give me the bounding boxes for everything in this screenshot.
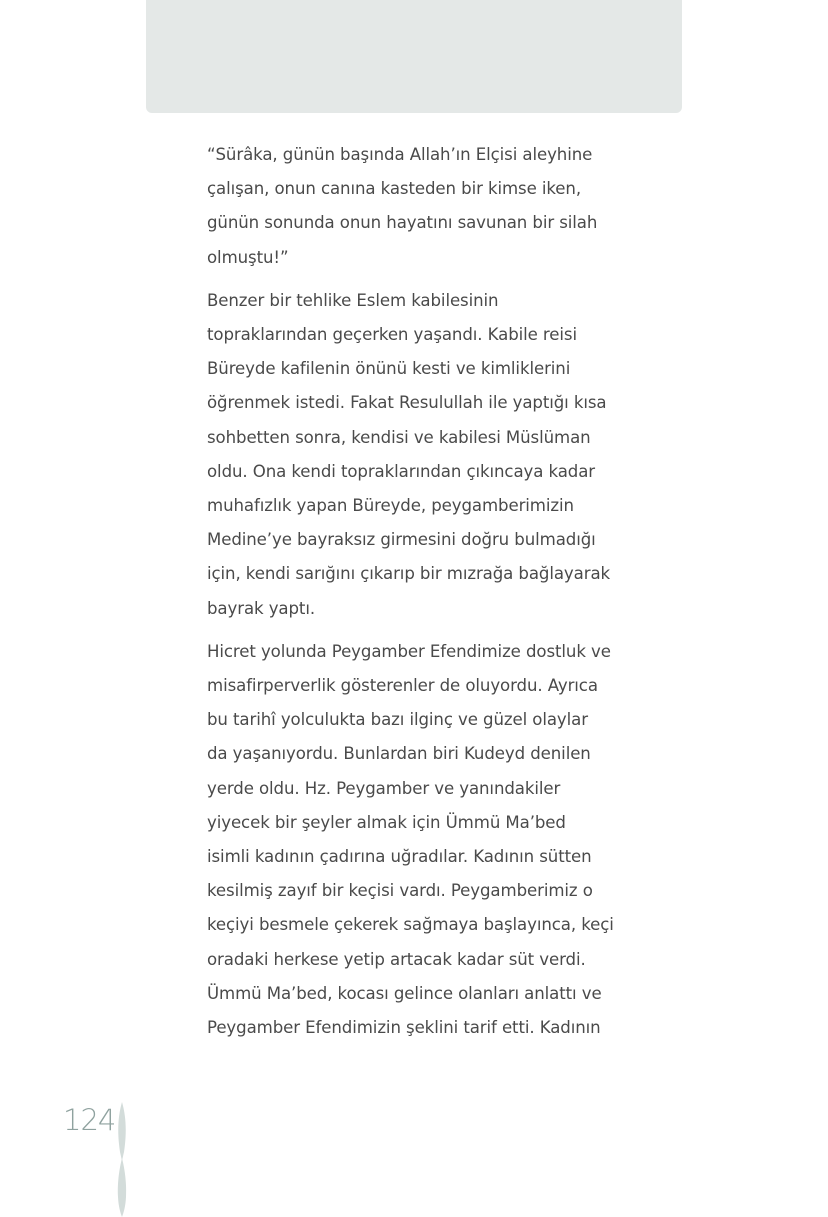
text-line: Medine’ye bayraksız girmesini doğru bulmadığı — [207, 530, 596, 550]
page-number: 124 — [63, 1103, 116, 1137]
paragraph-2 — [207, 284, 627, 626]
text-line: kesilmiş zayıf bir keçisi vardı. Peygamberimiz o — [207, 881, 593, 901]
text-line: sohbetten sonra, kendisi ve kabilesi Müslüman — [207, 427, 591, 447]
text-line: bu tarihî yolculukta bazı ilginç ve güzel olaylar — [207, 710, 588, 730]
text-line: Ümmü Ma’bed, kocası gelince olanları anlattı ve — [207, 983, 602, 1003]
text-line: Hicret yolunda Peygamber Efendimize dostluk ve — [207, 641, 611, 661]
double-leaf-ornament-icon — [114, 1102, 130, 1217]
text-line: keçiyi besmele çekerek sağmaya başlayınca, keçi — [207, 915, 614, 935]
text-line: yerde oldu. Hz. Peygamber ve yanındakiler — [207, 778, 561, 798]
paragraph-3 — [207, 635, 627, 1045]
text-line: için, kendi sarığını çıkarıp bir mızrağa bağlayarak — [207, 564, 611, 584]
text-line: Büreyde kafilenin önünü kesti ve kimliklerini — [207, 359, 571, 379]
text-line: günün sonunda onun hayatını savunan bir silah — [207, 213, 598, 233]
text-line: muhafızlık yapan Büreyde, peygamberimizin — [207, 496, 574, 516]
header-image-placeholder — [146, 0, 682, 113]
text-line: bayrak yaptı. — [207, 598, 316, 618]
text-line: Peygamber Efendimizin şeklini tarif etti. Kadının — [207, 1018, 601, 1038]
text-line: misafirperverlik gösterenler de oluyordu. Ayrıca — [207, 676, 598, 696]
text-line: isimli kadının çadırına uğradılar. Kadının sütten — [207, 847, 592, 867]
text-line: oradaki herkese yetip artacak kadar süt verdi. — [207, 949, 586, 969]
text-line: topraklarından geçerken yaşandı. Kabile reisi — [207, 325, 577, 345]
text-line: yiyecek bir şeyler almak için Ümmü Ma’bed — [207, 812, 566, 832]
text-line: Benzer bir tehlike Eslem kabilesinin — [207, 290, 499, 310]
text-line: olmuştu!” — [207, 247, 289, 267]
text-line: öğrenmek istedi. Fakat Resulullah ile yaptığı kısa — [207, 393, 607, 413]
text-line: oldu. Ona kendi topraklarından çıkıncaya kadar — [207, 461, 595, 481]
text-line: da yaşanıyordu. Bunlardan biri Kudeyd denilen — [207, 744, 591, 764]
text-line: “Sürâka, günün başında Allah’ın Elçisi aleyhine — [207, 145, 593, 164]
paragraph-1 — [207, 138, 627, 275]
text-line: çalışan, onun canına kasteden bir kimse iken, — [207, 179, 582, 199]
body-text — [207, 138, 627, 1054]
